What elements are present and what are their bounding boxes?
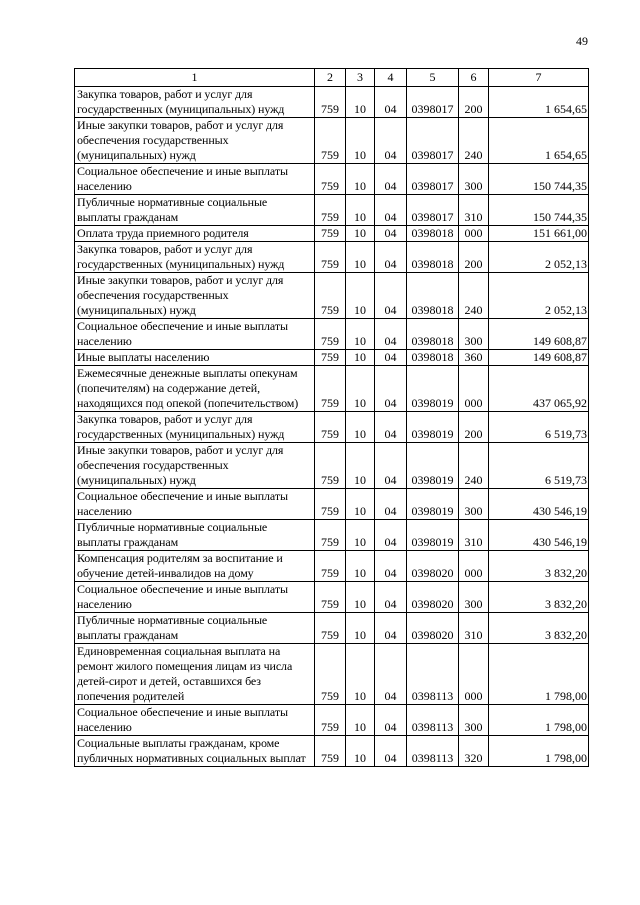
cell-code-4: 04 [375, 443, 407, 489]
table-row [75, 118, 589, 164]
cell-amount: 430 546,19 [489, 489, 589, 520]
cell-code-6: 240 [459, 273, 489, 319]
cell-code-6: 360 [459, 350, 489, 366]
cell-amount: 1 798,00 [489, 705, 589, 736]
cell-code-6: 300 [459, 705, 489, 736]
cell-code-6: 000 [459, 226, 489, 242]
cell-amount: 149 608,87 [489, 319, 589, 350]
cell-code-4: 04 [375, 350, 407, 366]
cell-code-6: 000 [459, 551, 489, 582]
cell-code-2: 759 [315, 164, 346, 195]
cell-code-6: 310 [459, 520, 489, 551]
cell-code-6: 320 [459, 736, 489, 767]
cell-amount: 149 608,87 [489, 350, 589, 366]
cell-code-5: 0398018 [407, 350, 459, 366]
cell-code-3: 10 [346, 164, 375, 195]
cell-code-2: 759 [315, 736, 346, 767]
cell-code-4: 04 [375, 273, 407, 319]
cell-name: Публичные нормативные социальные выплаты гражданам [75, 520, 315, 551]
cell-code-2: 759 [315, 226, 346, 242]
budget-table [74, 68, 589, 767]
cell-code-4: 04 [375, 195, 407, 226]
cell-code-5: 0398017 [407, 195, 459, 226]
cell-name: Закупка товаров, работ и услуг для государственных (муниципальных) нужд [75, 242, 315, 273]
cell-amount: 150 744,35 [489, 195, 589, 226]
cell-amount: 437 065,92 [489, 366, 589, 412]
cell-code-5: 0398019 [407, 520, 459, 551]
cell-code-4: 04 [375, 87, 407, 118]
cell-amount: 2 052,13 [489, 273, 589, 319]
cell-amount: 3 832,20 [489, 582, 589, 613]
table-header-row [75, 69, 589, 87]
table-row [75, 736, 589, 767]
cell-code-6: 240 [459, 118, 489, 164]
cell-name: Оплата труда приемного родителя [75, 226, 315, 242]
cell-amount: 3 832,20 [489, 551, 589, 582]
cell-name: Публичные нормативные социальные выплаты гражданам [75, 195, 315, 226]
cell-code-6: 300 [459, 319, 489, 350]
cell-code-5: 0398018 [407, 226, 459, 242]
cell-code-4: 04 [375, 520, 407, 551]
table-row [75, 273, 589, 319]
cell-code-2: 759 [315, 87, 346, 118]
table-row [75, 87, 589, 118]
cell-code-2: 759 [315, 242, 346, 273]
cell-code-6: 300 [459, 164, 489, 195]
cell-code-6: 200 [459, 87, 489, 118]
cell-name: Публичные нормативные социальные выплаты гражданам [75, 613, 315, 644]
cell-code-3: 10 [346, 226, 375, 242]
cell-name: Ежемесячные денежные выплаты опекунам (попечителям) на содержание детей, находящихся под опекой (попечительством) [75, 366, 315, 412]
table-row [75, 164, 589, 195]
cell-code-5: 0398018 [407, 273, 459, 319]
table-row [75, 705, 589, 736]
cell-amount: 6 519,73 [489, 412, 589, 443]
cell-code-3: 10 [346, 489, 375, 520]
cell-code-3: 10 [346, 644, 375, 705]
cell-code-3: 10 [346, 551, 375, 582]
page-number: 49 [576, 34, 588, 48]
column-header: 5 [407, 69, 459, 87]
cell-code-2: 759 [315, 613, 346, 644]
cell-code-4: 04 [375, 551, 407, 582]
cell-code-2: 759 [315, 489, 346, 520]
cell-name: Иные закупки товаров, работ и услуг для обеспечения государственных (муниципальных) нужд [75, 273, 315, 319]
cell-code-3: 10 [346, 366, 375, 412]
table-row [75, 613, 589, 644]
cell-amount: 1 654,65 [489, 87, 589, 118]
cell-code-4: 04 [375, 164, 407, 195]
table-row [75, 551, 589, 582]
table-row [75, 489, 589, 520]
cell-name: Социальное обеспечение и иные выплаты населению [75, 489, 315, 520]
cell-code-2: 759 [315, 644, 346, 705]
cell-code-5: 0398020 [407, 613, 459, 644]
cell-code-3: 10 [346, 273, 375, 319]
table-row [75, 582, 589, 613]
cell-name: Единовременная социальная выплата на ремонт жилого помещения лицам из числа детей-сирот и детей, оставшихся без попечения родителей [75, 644, 315, 705]
cell-code-4: 04 [375, 613, 407, 644]
cell-code-5: 0398017 [407, 87, 459, 118]
cell-code-2: 759 [315, 520, 346, 551]
cell-code-5: 0398113 [407, 736, 459, 767]
cell-code-5: 0398113 [407, 705, 459, 736]
cell-code-2: 759 [315, 443, 346, 489]
cell-code-5: 0398017 [407, 164, 459, 195]
cell-code-4: 04 [375, 366, 407, 412]
cell-code-2: 759 [315, 412, 346, 443]
cell-code-4: 04 [375, 736, 407, 767]
cell-name: Социальное обеспечение и иные выплаты населению [75, 582, 315, 613]
cell-code-4: 04 [375, 319, 407, 350]
cell-name: Социальное обеспечение и иные выплаты населению [75, 705, 315, 736]
cell-code-5: 0398019 [407, 412, 459, 443]
cell-code-4: 04 [375, 582, 407, 613]
column-header: 4 [375, 69, 407, 87]
cell-code-3: 10 [346, 412, 375, 443]
cell-code-5: 0398018 [407, 319, 459, 350]
column-header: 7 [489, 69, 589, 87]
table-row [75, 242, 589, 273]
cell-code-4: 04 [375, 118, 407, 164]
cell-code-3: 10 [346, 195, 375, 226]
cell-code-5: 0398020 [407, 582, 459, 613]
cell-name: Закупка товаров, работ и услуг для государственных (муниципальных) нужд [75, 87, 315, 118]
cell-code-2: 759 [315, 273, 346, 319]
cell-code-3: 10 [346, 613, 375, 644]
cell-name: Социальное обеспечение и иные выплаты населению [75, 319, 315, 350]
cell-code-3: 10 [346, 87, 375, 118]
cell-amount: 3 832,20 [489, 613, 589, 644]
table-row [75, 226, 589, 242]
cell-code-6: 000 [459, 644, 489, 705]
cell-amount: 6 519,73 [489, 443, 589, 489]
table-row [75, 319, 589, 350]
cell-name: Закупка товаров, работ и услуг для государственных (муниципальных) нужд [75, 412, 315, 443]
cell-amount: 151 661,00 [489, 226, 589, 242]
cell-name: Иные закупки товаров, работ и услуг для обеспечения государственных (муниципальных) нужд [75, 443, 315, 489]
cell-code-3: 10 [346, 582, 375, 613]
table-row [75, 350, 589, 366]
cell-code-5: 0398020 [407, 551, 459, 582]
cell-code-6: 300 [459, 582, 489, 613]
cell-code-6: 300 [459, 489, 489, 520]
cell-code-2: 759 [315, 366, 346, 412]
cell-code-2: 759 [315, 350, 346, 366]
cell-name: Социальные выплаты гражданам, кроме публичных нормативных социальных выплат [75, 736, 315, 767]
cell-code-5: 0398019 [407, 443, 459, 489]
cell-code-2: 759 [315, 319, 346, 350]
cell-amount: 2 052,13 [489, 242, 589, 273]
cell-amount: 150 744,35 [489, 164, 589, 195]
cell-code-6: 200 [459, 412, 489, 443]
cell-code-4: 04 [375, 644, 407, 705]
cell-code-3: 10 [346, 705, 375, 736]
column-header: 2 [315, 69, 346, 87]
cell-code-3: 10 [346, 443, 375, 489]
cell-code-3: 10 [346, 242, 375, 273]
column-header: 3 [346, 69, 375, 87]
cell-code-3: 10 [346, 520, 375, 551]
cell-amount: 1 654,65 [489, 118, 589, 164]
cell-name: Иные выплаты населению [75, 350, 315, 366]
cell-code-3: 10 [346, 350, 375, 366]
table-row [75, 443, 589, 489]
column-header: 6 [459, 69, 489, 87]
cell-name: Социальное обеспечение и иные выплаты населению [75, 164, 315, 195]
cell-code-5: 0398019 [407, 489, 459, 520]
column-header: 1 [75, 69, 315, 87]
cell-code-6: 310 [459, 195, 489, 226]
cell-code-4: 04 [375, 489, 407, 520]
cell-code-2: 759 [315, 551, 346, 582]
cell-code-6: 200 [459, 242, 489, 273]
cell-code-2: 759 [315, 195, 346, 226]
cell-amount: 1 798,00 [489, 736, 589, 767]
table-row [75, 520, 589, 551]
cell-code-6: 310 [459, 613, 489, 644]
table-row [75, 195, 589, 226]
cell-amount: 1 798,00 [489, 644, 589, 705]
cell-code-5: 0398017 [407, 118, 459, 164]
cell-code-4: 04 [375, 242, 407, 273]
cell-code-4: 04 [375, 412, 407, 443]
table-body [75, 87, 589, 767]
cell-name: Компенсация родителям за воспитание и обучение детей-инвалидов на дому [75, 551, 315, 582]
cell-amount: 430 546,19 [489, 520, 589, 551]
table-row [75, 644, 589, 705]
cell-code-5: 0398019 [407, 366, 459, 412]
cell-code-3: 10 [346, 118, 375, 164]
cell-code-2: 759 [315, 582, 346, 613]
cell-code-5: 0398113 [407, 644, 459, 705]
cell-code-6: 240 [459, 443, 489, 489]
cell-code-4: 04 [375, 705, 407, 736]
cell-code-5: 0398018 [407, 242, 459, 273]
table-row [75, 366, 589, 412]
cell-name: Иные закупки товаров, работ и услуг для обеспечения государственных (муниципальных) нужд [75, 118, 315, 164]
cell-code-6: 000 [459, 366, 489, 412]
cell-code-2: 759 [315, 118, 346, 164]
cell-code-4: 04 [375, 226, 407, 242]
cell-code-3: 10 [346, 319, 375, 350]
table-row [75, 412, 589, 443]
cell-code-3: 10 [346, 736, 375, 767]
cell-code-2: 759 [315, 705, 346, 736]
